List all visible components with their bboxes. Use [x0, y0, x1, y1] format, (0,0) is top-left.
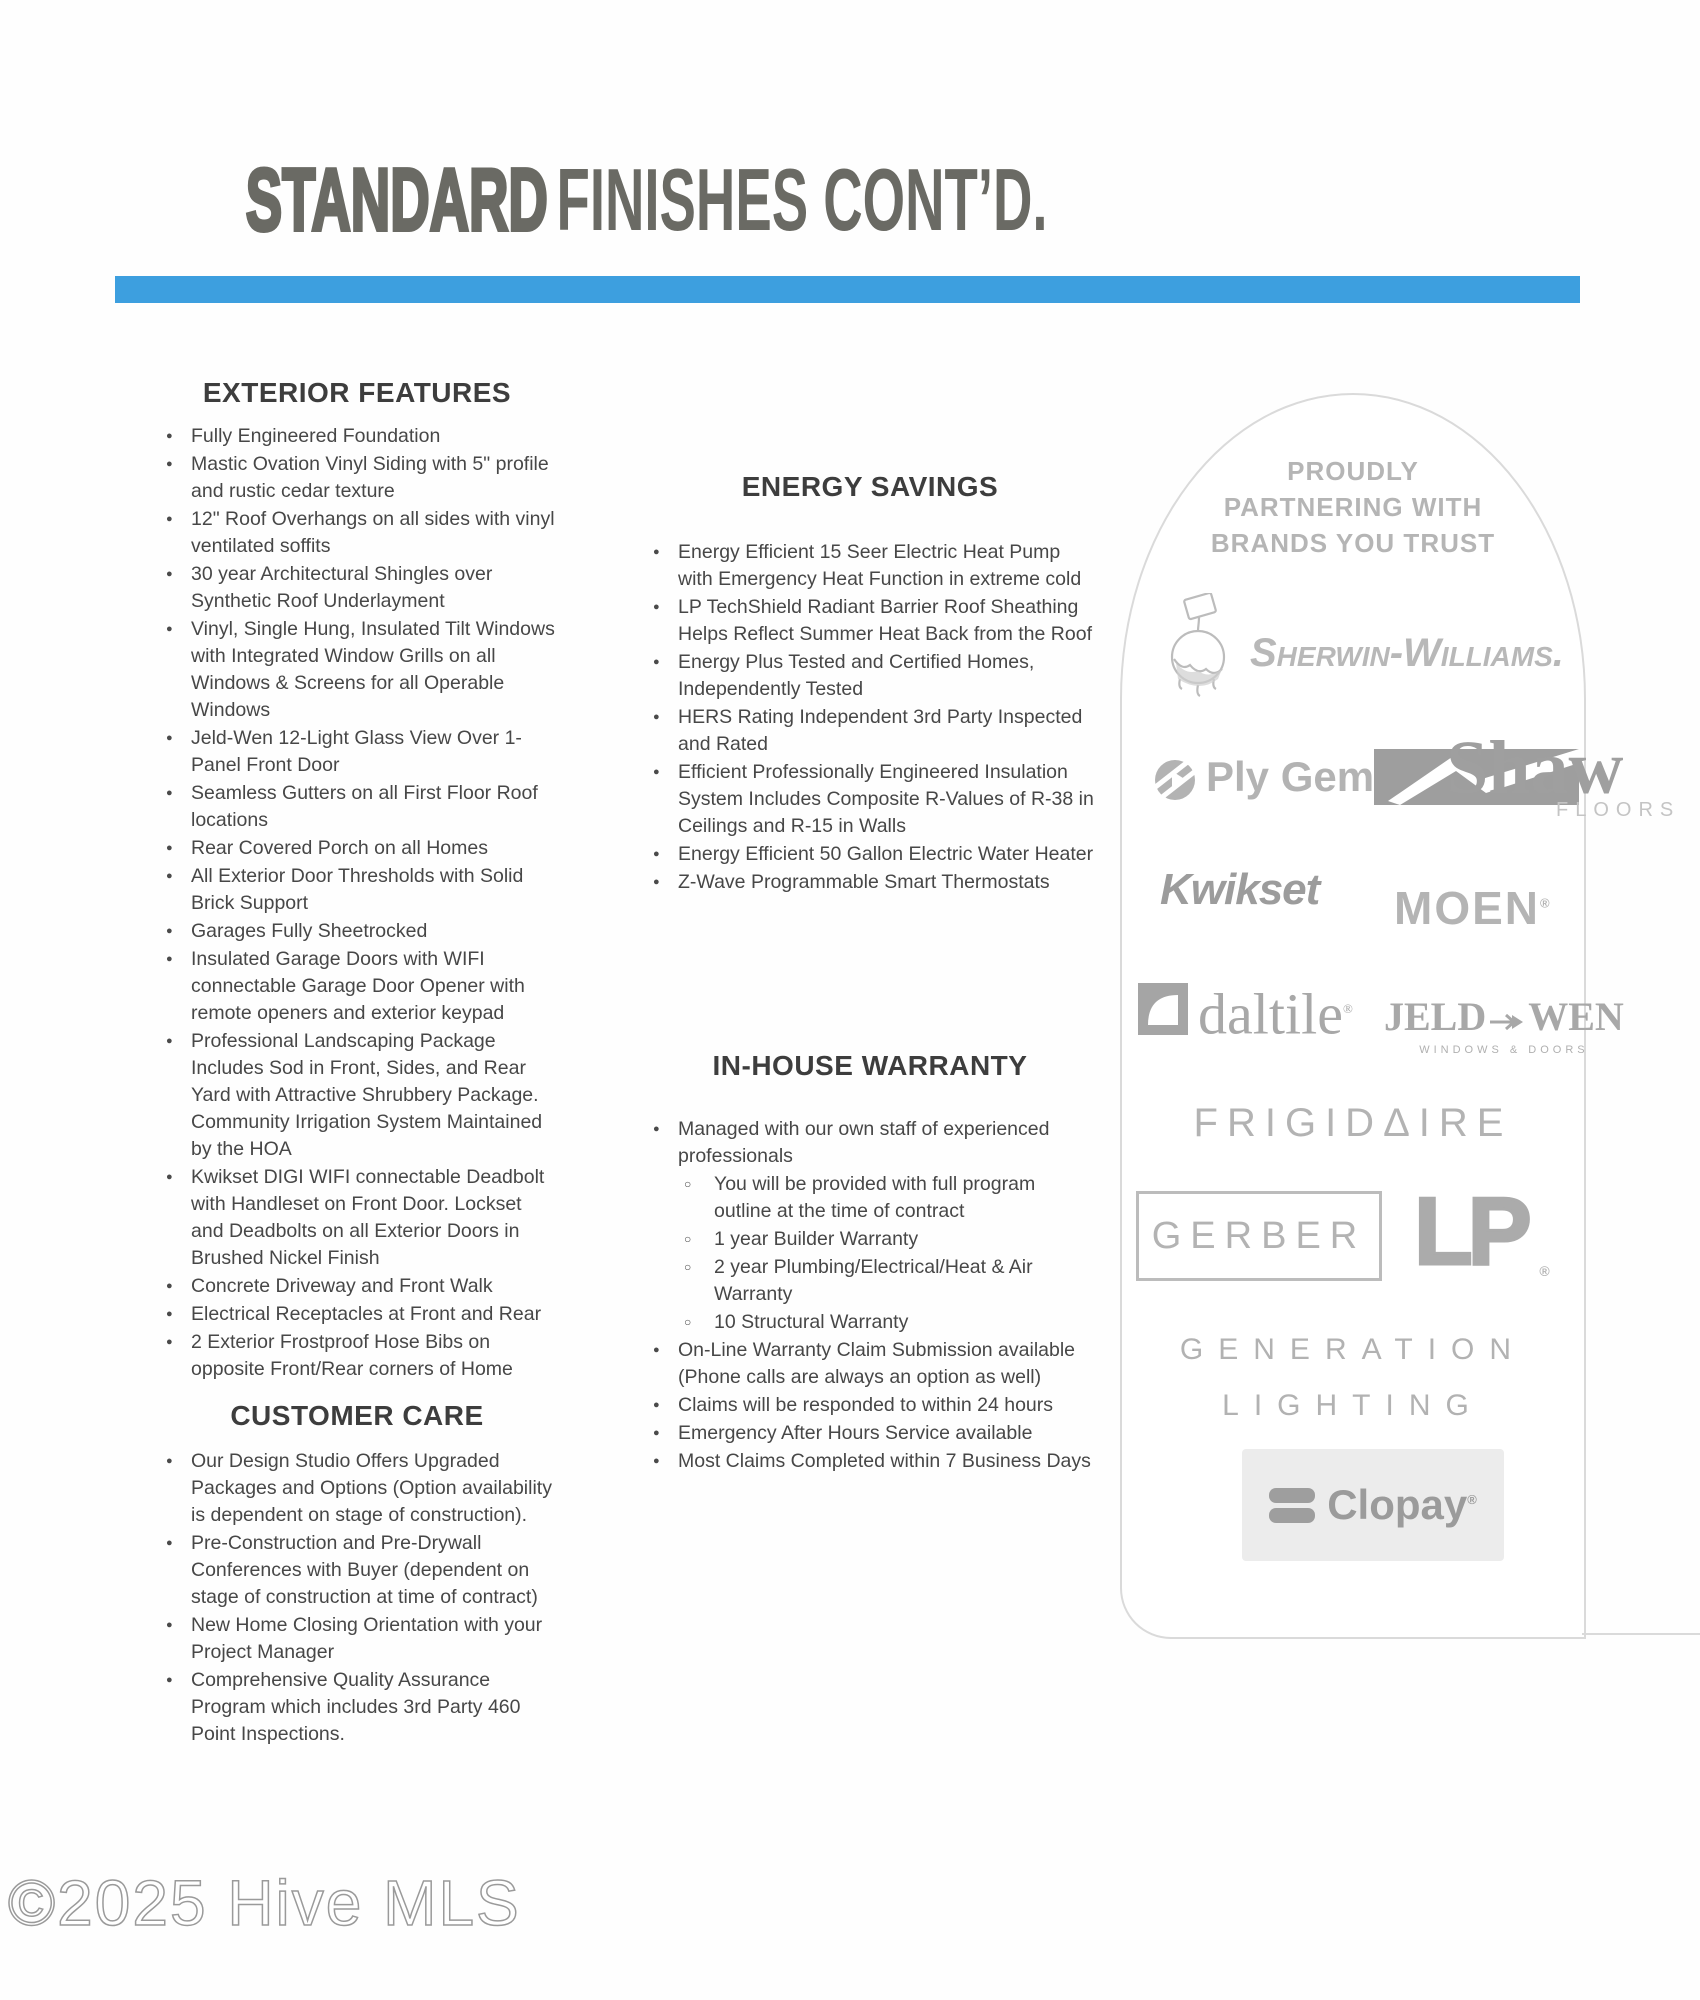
- brand-tagline: [1122, 453, 1584, 561]
- daltile-logo: [1138, 981, 1353, 1047]
- list-item: ● Efficient Professionally Engineered Insulation System Includes Composite R-Values of R-38 in Ceilings and R-15 in Walls: [645, 759, 1095, 840]
- generation-lighting-line1: GENERATION: [1179, 1333, 1527, 1366]
- registered-mark: ®: [1342, 1001, 1353, 1016]
- middle-column: [645, 470, 1095, 1476]
- list-item: ● Mastic Ovation Vinyl Siding with 5" profile and rustic cedar texture: [158, 451, 556, 505]
- hive-mls-watermark: ©2025 Hive MLS: [8, 1867, 521, 1939]
- title-rest: FINISHES CONT’D.: [556, 150, 1048, 249]
- list-item: ● Energy Efficient 50 Gallon Electric Water Heater: [645, 841, 1095, 868]
- kwikset-logo: Kwikset: [1160, 865, 1320, 914]
- list-item: ● Our Design Studio Offers Upgraded Packages and Options (Option availability is dependent on stage of construction).: [158, 1448, 556, 1529]
- ply-gem-icon: [1152, 757, 1198, 808]
- moen-logo: MOEN®: [1394, 882, 1552, 934]
- jeld-wen-left: JELD: [1384, 994, 1487, 1039]
- list-item: ● Jeld-Wen 12-Light Glass View Over 1-Panel Front Door: [158, 725, 556, 779]
- list-item: ● 2 Exterior Frostproof Hose Bibs on opposite Front/Rear corners of Home: [158, 1329, 556, 1383]
- in-house-warranty-heading: IN-HOUSE WARRANTY: [712, 1050, 1028, 1081]
- list-item: ● Claims will be responded to within 24 hours: [645, 1392, 1095, 1419]
- customer-care-list: [158, 1448, 556, 1748]
- list-item: ● On-Line Warranty Claim Submission available (Phone calls are always an option as well): [645, 1337, 1095, 1391]
- list-item: ● 12" Roof Overhangs on all sides with vinyl ventilated soffits: [158, 506, 556, 560]
- daltile-icon: [1138, 983, 1188, 1040]
- sub-list-item: ○ You will be provided with full program outline at the time of contract: [678, 1171, 1095, 1225]
- exterior-features-heading: EXTERIOR FEATURES: [202, 377, 512, 408]
- list-item: ● Fully Engineered Foundation: [158, 423, 556, 450]
- shaw-wordmark: Shaw: [1446, 726, 1624, 810]
- sherwin-williams-logo: Sherwin-Williams.: [1250, 631, 1564, 675]
- in-house-warranty-list: [645, 1116, 1095, 1475]
- list-item: ● 30 year Architectural Shingles over Synthetic Roof Underlayment: [158, 561, 556, 615]
- list-item: ● Z-Wave Programmable Smart Thermostats: [645, 869, 1095, 896]
- clopay-garage-door-icon: [1269, 1488, 1315, 1523]
- list-item: ● Vinyl, Single Hung, Insulated Tilt Windows with Integrated Window Grills on all Windows & Screens for all Operable Windows: [158, 616, 556, 724]
- clopay-logo: [1242, 1449, 1504, 1561]
- list-item: ● Kwikset DIGI WIFI connectable Deadbolt with Handleset on Front Door. Lockset and Deadbolts on all Exterior Doors in Brushed Nickel Finish: [158, 1164, 556, 1272]
- list-item: ● Insulated Garage Doors with WIFI connectable Garage Door Opener with remote openers and exterior keypad: [158, 946, 556, 1027]
- list-item: ● All Exterior Door Thresholds with Solid Brick Support: [158, 863, 556, 917]
- registered-mark: ®: [1539, 1263, 1545, 1279]
- list-item: ● Most Claims Completed within 7 Business Days: [645, 1448, 1095, 1475]
- gerber-logo: GERBER: [1136, 1191, 1382, 1281]
- list-item: ● LP TechShield Radiant Barrier Roof Sheathing Helps Reflect Summer Heat Back from the Roof: [645, 594, 1095, 648]
- customer-care-heading: CUSTOMER CARE: [230, 1400, 484, 1431]
- jeld-wen-right: WEN: [1528, 994, 1624, 1039]
- lp-logo: LP ®: [1414, 1178, 1545, 1285]
- frigidaire-logo: FRIGIDΔIRE: [1193, 1101, 1513, 1145]
- shaw-floors-logo: [1374, 726, 1700, 831]
- sub-list-item: ○ 10 Structural Warranty: [678, 1309, 1095, 1336]
- list-item: ● Professional Landscaping Package Includes Sod in Front, Sides, and Rear Yard with Attractive Shrubbery Package. Community Irrigation System Maintained by the HOA: [158, 1028, 556, 1163]
- list-item: ● Comprehensive Quality Assurance Program which includes 3rd Party 460 Point Inspections.: [158, 1667, 556, 1748]
- sub-list-item: ○ 2 year Plumbing/Electrical/Heat & Air Warranty: [678, 1254, 1095, 1308]
- registered-mark: ®: [1540, 895, 1552, 911]
- list-item: ● Concrete Driveway and Front Walk: [158, 1273, 556, 1300]
- jeld-wen-logo: [1384, 993, 1624, 1056]
- list-item: ● Seamless Gutters on all First Floor Roof locations: [158, 780, 556, 834]
- energy-savings-heading: ENERGY SAVINGS: [741, 471, 999, 502]
- list-item: ● Energy Efficient 15 Seer Electric Heat Pump with Emergency Heat Function in extreme cold: [645, 539, 1095, 593]
- exterior-features-list: [158, 423, 556, 1383]
- jeld-wen-arrow-icon: [1490, 993, 1524, 1040]
- clopay-wordmark: Clopay®: [1327, 1481, 1477, 1528]
- registered-mark: ®: [1467, 1492, 1477, 1507]
- list-item: ● Energy Plus Tested and Certified Homes, Independently Tested: [645, 649, 1095, 703]
- title-emphasis: STANDARD: [245, 150, 548, 249]
- jeld-wen-subtext: WINDOWS & DOORS: [1419, 1044, 1589, 1056]
- brand-partner-panel: [1120, 393, 1681, 1639]
- list-item: ● Pre-Construction and Pre-Drywall Conferences with Buyer (dependent on stage of construction at time of contract): [158, 1530, 556, 1611]
- list-item: ● HERS Rating Independent 3rd Party Inspected and Rated: [645, 704, 1095, 758]
- tagline-line-1: PROUDLY: [1287, 456, 1419, 486]
- panel-bottom-line-extension: [1582, 1633, 1700, 1635]
- page-title: [0, 150, 1258, 250]
- generation-lighting-line2: LIGHTING: [1222, 1389, 1484, 1422]
- list-item: ● Rear Covered Porch on all Homes: [158, 835, 556, 862]
- list-item: ● Electrical Receptacles at Front and Rear: [158, 1301, 556, 1328]
- sub-list-item: ○ 1 year Builder Warranty: [678, 1226, 1095, 1253]
- list-item: ● Emergency After Hours Service available: [645, 1420, 1095, 1447]
- list-item: ● New Home Closing Orientation with your Project Manager: [158, 1612, 556, 1666]
- tagline-line-3: BRANDS YOU TRUST: [1210, 528, 1496, 558]
- shaw-floors-subtext: FLOORS: [1556, 799, 1681, 821]
- cover-the-earth-paint-can-icon: [1166, 593, 1232, 718]
- sub-list: [678, 1171, 1095, 1336]
- daltile-wordmark: daltile®: [1198, 981, 1353, 1047]
- blue-divider-bar: [115, 276, 1580, 303]
- energy-savings-list: [645, 539, 1095, 896]
- list-item: ● Managed with our own staff of experienced professionals ○ You will be provided with full program outline at the time of contract ○ 1 year Builder Warranty ○ 2 year Plumbing/Electrical/Heat & Air Warranty ○ 10 Structural Warranty: [645, 1116, 1095, 1336]
- ply-gem-logo: Ply Gem: [1206, 753, 1375, 800]
- left-column: [158, 376, 556, 1749]
- tagline-line-2: PARTNERING WITH: [1223, 492, 1483, 522]
- list-item: ● Garages Fully Sheetrocked: [158, 918, 556, 945]
